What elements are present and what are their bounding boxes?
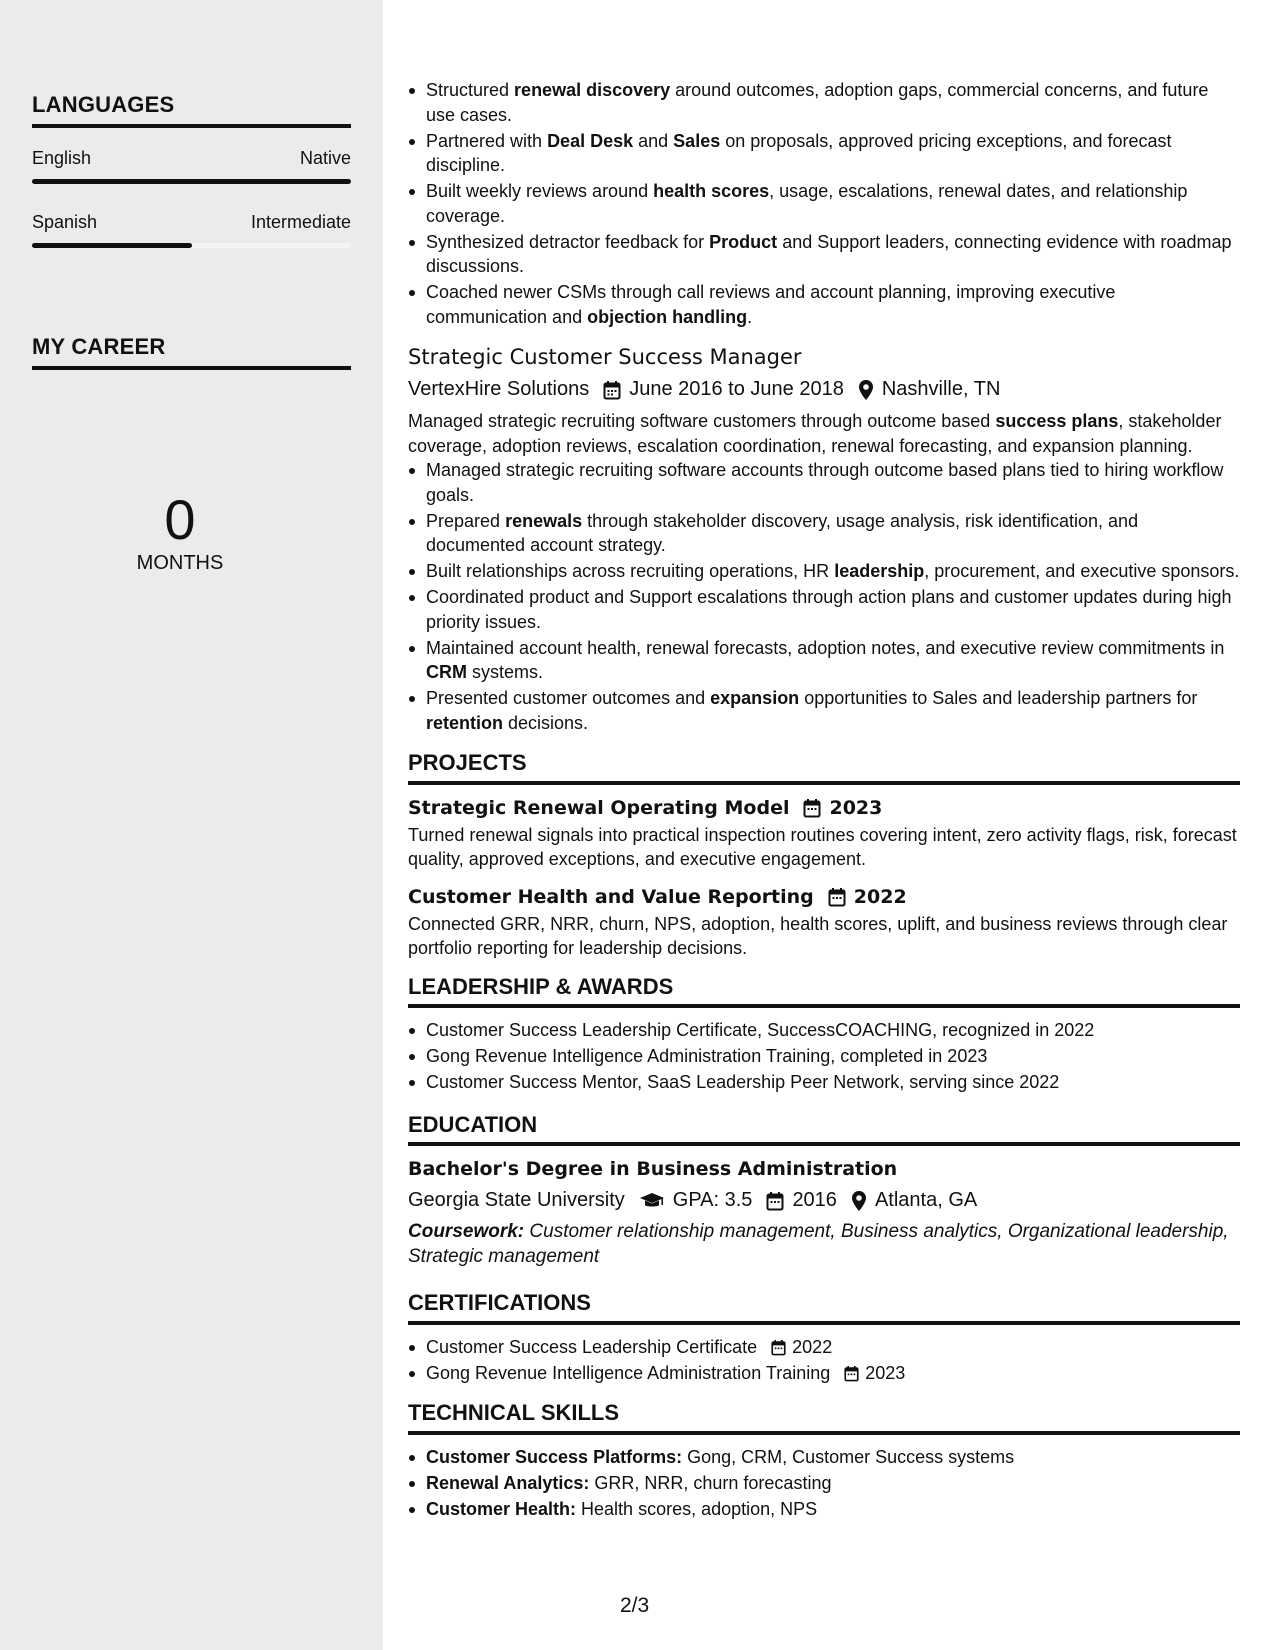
certification-item bbox=[426, 1361, 1240, 1386]
skill-value: GRR, NRR, churn forecasting bbox=[589, 1472, 832, 1493]
project-year: 2023 bbox=[829, 796, 883, 819]
coursework-label: Coursework: bbox=[408, 1221, 525, 1242]
skills-list bbox=[408, 1445, 1240, 1522]
languages-heading: LANGUAGES bbox=[32, 92, 351, 128]
bullet-item: Synthesized detractor feedback for Product and Support leaders, connecting evidence with roadmap discussions. bbox=[426, 230, 1240, 279]
bold-keyword: success plans bbox=[995, 411, 1119, 431]
school-location: Atlanta, GA bbox=[874, 1189, 978, 1211]
award-item: Customer Success Leadership Certificate, SuccessCOACHING, recognized in 2022 bbox=[426, 1018, 1240, 1043]
map-pin-icon bbox=[851, 1186, 867, 1214]
language-name: English bbox=[32, 148, 92, 168]
bold-keyword: renewal discovery bbox=[514, 80, 671, 100]
bold-keyword: CRM bbox=[426, 662, 467, 682]
graduation-year: 2016 bbox=[792, 1189, 837, 1211]
job-dates: June 2016 to June 2018 bbox=[629, 378, 844, 400]
bold-keyword: objection handling bbox=[587, 306, 748, 327]
skill-item bbox=[426, 1497, 1240, 1522]
skills-heading: TECHNICAL SKILLS bbox=[408, 1401, 1240, 1435]
language-level: Intermediate bbox=[250, 212, 351, 232]
languages-section bbox=[32, 92, 351, 248]
bullet-item: Maintained account health, renewal forecasts, adoption notes, and executive review commitments in CRM systems. bbox=[426, 636, 1240, 685]
certification-year: 2023 bbox=[865, 1362, 906, 1383]
bold-keyword: retention bbox=[426, 712, 504, 733]
project-item bbox=[408, 884, 1240, 961]
calendar-icon bbox=[803, 795, 821, 821]
bold-keyword: Sales bbox=[673, 130, 721, 151]
bold-keyword: expansion bbox=[710, 688, 800, 708]
awards-list bbox=[408, 1018, 1240, 1095]
bullet-item: Built weekly reviews around health scores, usage, escalations, renewal dates, and relationship coverage. bbox=[426, 179, 1240, 228]
bullet-item: Structured renewal discovery around outcomes, adoption gaps, commercial concerns, and future use cases. bbox=[426, 78, 1240, 127]
page-number: 2/3 bbox=[620, 1594, 650, 1617]
award-item: Gong Revenue Intelligence Administration Training, completed in 2023 bbox=[426, 1044, 1240, 1069]
projects-heading: PROJECTS bbox=[408, 751, 1240, 785]
project-title: Strategic Renewal Operating Model bbox=[408, 796, 790, 819]
previous-job-bullets bbox=[408, 78, 1240, 329]
main-content bbox=[408, 78, 1240, 1523]
job-title: Strategic Customer Success Manager bbox=[408, 345, 802, 369]
school-name: Georgia State University bbox=[408, 1189, 625, 1211]
bullet-item: Presented customer outcomes and expansion opportunities to Sales and leadership partners for retention decisions. bbox=[426, 686, 1240, 735]
education-meta bbox=[408, 1186, 1240, 1214]
bullet-item: Partnered with Deal Desk and Sales on proposals, approved pricing exceptions, and forecast discipline. bbox=[426, 129, 1240, 178]
language-row bbox=[32, 212, 351, 233]
career-unit: MONTHS bbox=[136, 552, 224, 574]
calendar-icon bbox=[766, 1186, 784, 1214]
bold-keyword: Product bbox=[709, 231, 778, 252]
certification-year: 2022 bbox=[792, 1336, 833, 1357]
bold-keyword: health scores bbox=[653, 181, 770, 201]
gpa-value: GPA: 3.5 bbox=[672, 1189, 753, 1211]
job-bullets bbox=[408, 458, 1240, 735]
language-row bbox=[32, 148, 351, 169]
skill-label: Renewal Analytics: bbox=[426, 1472, 590, 1493]
map-pin-icon bbox=[858, 375, 874, 403]
language-bar-fill bbox=[32, 243, 192, 248]
career-value: 0 bbox=[164, 488, 196, 551]
coursework-list: Customer relationship management, Business analytics, Organizational leadership, Strategic management bbox=[408, 1221, 1229, 1267]
job-meta bbox=[408, 375, 1240, 403]
skill-item bbox=[426, 1471, 1240, 1496]
project-item bbox=[408, 795, 1240, 872]
career-heading: MY CAREER bbox=[32, 334, 351, 370]
skill-item bbox=[426, 1445, 1240, 1470]
calendar-icon bbox=[603, 375, 621, 403]
skill-value: Health scores, adoption, NPS bbox=[576, 1498, 818, 1519]
calendar-icon bbox=[828, 884, 846, 910]
certifications-list bbox=[408, 1335, 1240, 1386]
bullet-item: Built relationships across recruiting operations, HR leadership, procurement, and executive sponsors. bbox=[426, 559, 1240, 584]
certification-name: Customer Success Leadership Certificate bbox=[426, 1336, 758, 1357]
career-counter bbox=[0, 488, 360, 575]
project-year: 2022 bbox=[853, 885, 907, 908]
awards-heading: LEADERSHIP & AWARDS bbox=[408, 975, 1240, 1009]
bold-keyword: Deal Desk bbox=[547, 130, 634, 151]
bold-keyword: leadership bbox=[834, 561, 925, 581]
language-level: Native bbox=[299, 148, 351, 168]
skill-value: Gong, CRM, Customer Success systems bbox=[682, 1446, 1015, 1467]
language-bar bbox=[32, 243, 351, 248]
graduation-cap-icon bbox=[639, 1186, 665, 1214]
language-name: Spanish bbox=[32, 212, 98, 232]
project-description: Connected GRR, NRR, churn, NPS, adoption, health scores, uplift, and business reviews through clear portfolio reporting for leadership decisions. bbox=[408, 913, 1228, 958]
skill-label: Customer Success Platforms: bbox=[426, 1446, 683, 1467]
career-section bbox=[32, 334, 351, 370]
calendar-icon bbox=[844, 1361, 859, 1386]
bullet-item: Coordinated product and Support escalations through action plans and customer updates during high priority issues. bbox=[426, 585, 1240, 634]
bold-keyword: renewals bbox=[505, 510, 583, 531]
certification-name: Gong Revenue Intelligence Administration Training bbox=[426, 1362, 831, 1383]
bullet-item: Prepared renewals through stakeholder discovery, usage analysis, risk identification, and documented account strategy. bbox=[426, 509, 1240, 558]
certification-item bbox=[426, 1335, 1240, 1360]
bullet-item: Coached newer CSMs through call reviews and account planning, improving executive communication and objection handling. bbox=[426, 280, 1240, 329]
sidebar bbox=[0, 0, 383, 1650]
language-bar-fill bbox=[32, 179, 351, 184]
project-description: Turned renewal signals into practical inspection routines covering intent, zero activity flags, risk, forecast quality, approved exceptions, and executive engagement. bbox=[408, 824, 1237, 869]
education-heading: EDUCATION bbox=[408, 1113, 1240, 1147]
job-summary: Managed strategic recruiting software customers through outcome based success plans, stakeholder coverage, adoption reviews, escalation coordination, renewal forecasting, and expansion planning. bbox=[408, 411, 1222, 456]
award-item: Customer Success Mentor, SaaS Leadership Peer Network, serving since 2022 bbox=[426, 1070, 1240, 1095]
job-location: Nashville, TN bbox=[881, 378, 1001, 400]
coursework bbox=[408, 1220, 1240, 1269]
job-company: VertexHire Solutions bbox=[408, 378, 590, 400]
skill-label: Customer Health: bbox=[426, 1498, 577, 1519]
certifications-heading: CERTIFICATIONS bbox=[408, 1291, 1240, 1325]
calendar-icon bbox=[771, 1335, 786, 1360]
degree-title: Bachelor's Degree in Business Administration bbox=[408, 1158, 898, 1180]
bullet-item: Managed strategic recruiting software accounts through outcome based plans tied to hiring workflow goals. bbox=[426, 458, 1240, 507]
language-bar bbox=[32, 179, 351, 184]
project-title: Customer Health and Value Reporting bbox=[408, 885, 814, 908]
